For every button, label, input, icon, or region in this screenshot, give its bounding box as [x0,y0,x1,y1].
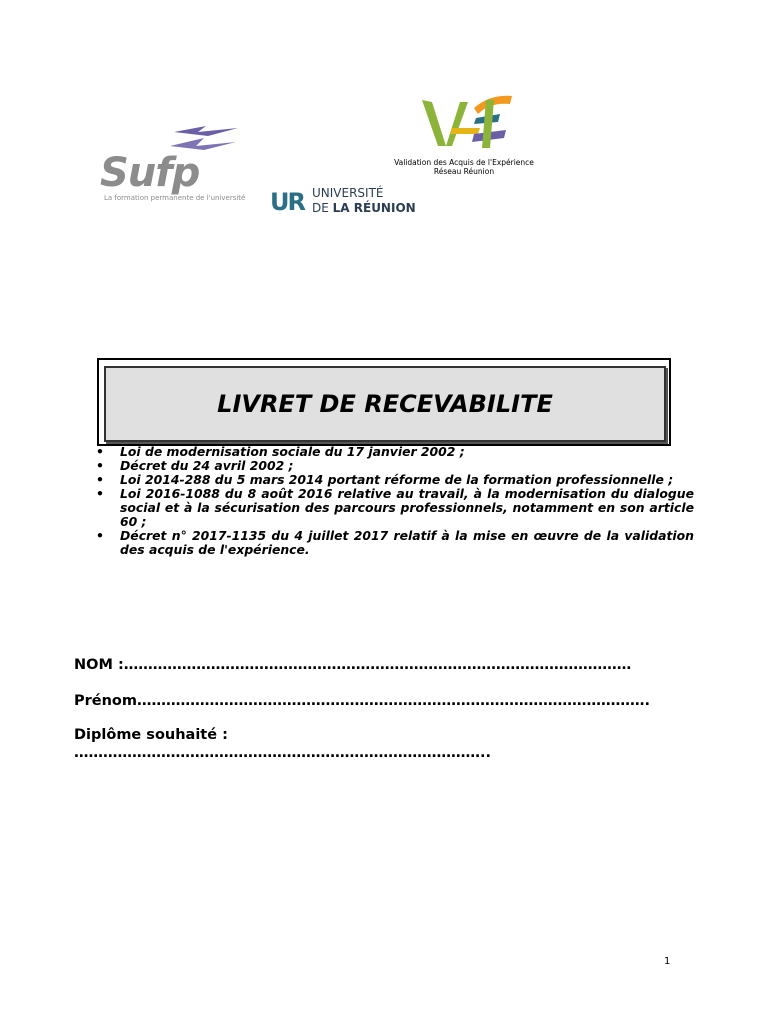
law-item: • Loi de modernisation sociale du 17 janvier 2002 ; [96,445,694,459]
ur-line2-bold: LA RÉUNION [332,201,416,215]
prenom-field[interactable]: Prénom……………………………………………………………………………………………. [74,693,651,709]
ur-mark: UR [270,188,304,216]
page-number: 1 [664,956,671,967]
diplome-field[interactable]: ………………………………………………………………………….. [74,745,492,761]
law-item: • Loi 2014-288 du 5 mars 2014 portant réforme de la formation professionnelle ; [96,473,694,487]
title-box [104,366,666,442]
law-item: • Décret du 24 avril 2002 ; [96,459,694,473]
nom-field[interactable]: NOM :…………………………………………………………………………………………… [74,657,632,673]
sufp-wordmark: Sufp [100,150,200,196]
sufp-tagline: La formation permanente de l'université [104,194,246,202]
diplome-label: Diplôme souhaité : [74,727,228,743]
page-title: LIVRET DE RECEVABILITE [217,390,553,418]
vae-caption-line1: Validation des Acquis de l'Expérience [394,158,534,167]
ur-line2 [312,201,416,215]
law-item: • Décret n° 2017-1135 du 4 juillet 2017 relatif à la mise en œuvre de la validation des acquis de l'expérience. [96,529,694,557]
ur-line1: UNIVERSITÉ [312,186,384,200]
vae-mark-icon [394,88,534,156]
ur-line2-prefix: DE [312,201,333,215]
ur-logo [270,186,420,220]
vae-logo [394,88,534,178]
sufp-logo [96,122,246,206]
vae-caption-line2: Réseau Réunion [433,167,495,176]
laws-list [96,445,694,557]
law-item: • Loi 2016-1088 du 8 août 2016 relative au travail, à la modernisation du dialogue social et à la sécurisation des parcours professionnels, notamment en son article 60 ; [96,487,694,529]
vae-caption [394,158,534,176]
